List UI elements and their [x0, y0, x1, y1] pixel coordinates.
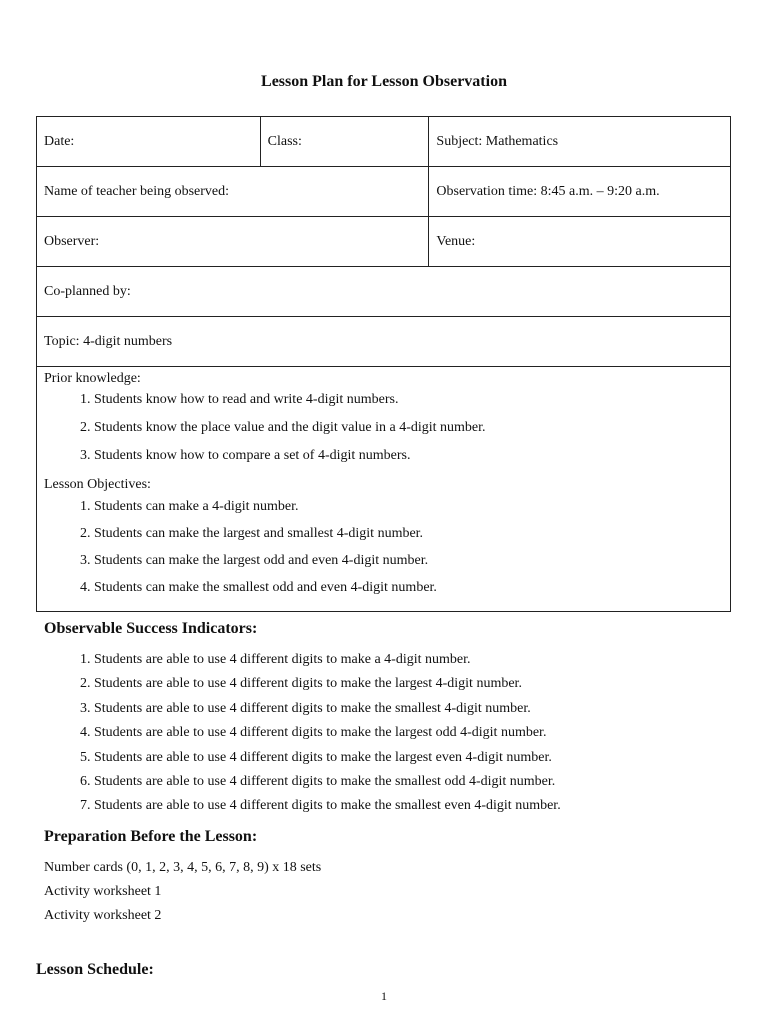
table-row	[37, 117, 731, 167]
list-item: 4. Students are able to use 4 different digits to make the largest odd 4-digit number.	[94, 725, 561, 749]
table-row	[37, 267, 731, 317]
list-item: 2. Students can make the largest and smallest 4-digit number.	[94, 527, 723, 554]
list-item: Activity worksheet 2	[44, 908, 162, 923]
date-cell: Date:	[37, 117, 261, 167]
document-title: Lesson Plan for Lesson Observation	[261, 73, 507, 90]
list-item: 3. Students can make the largest odd and even 4-digit number.	[94, 554, 723, 581]
table-row	[37, 367, 731, 612]
list-item: Activity worksheet 1	[44, 884, 162, 899]
coplanned-cell: Co-planned by:	[37, 267, 731, 317]
list-item: 1. Students know how to read and write 4-digit numbers.	[94, 393, 723, 421]
list-item: 2. Students know the place value and the digit value in a 4-digit number.	[94, 421, 723, 449]
class-cell: Class:	[260, 117, 429, 167]
success-indicators-heading: Observable Success Indicators:	[44, 620, 258, 637]
list-item: 7. Students are able to use 4 different digits to make the smallest even 4-digit number.	[94, 798, 561, 822]
success-indicators-list	[44, 652, 561, 823]
list-item: 3. Students know how to compare a set of 4-digit numbers.	[94, 449, 723, 477]
lesson-info-table	[36, 116, 731, 612]
objectives-heading: Lesson Objectives:	[44, 477, 151, 492]
preparation-list	[44, 860, 321, 932]
list-item: 6. Students are able to use 4 different digits to make the smallest odd 4-digit number.	[94, 774, 561, 798]
list-item: 5. Students are able to use 4 different digits to make the largest even 4-digit number.	[94, 750, 561, 774]
prior-knowledge-heading: Prior knowledge:	[44, 371, 141, 386]
objectives-list	[44, 500, 723, 608]
table-row	[37, 317, 731, 367]
page-number: 1	[381, 989, 387, 1003]
teacher-cell: Name of teacher being observed:	[37, 167, 429, 217]
prior-knowledge-list	[44, 393, 723, 477]
lesson-schedule-heading: Lesson Schedule:	[36, 961, 154, 978]
table-row	[37, 167, 731, 217]
list-item: Number cards (0, 1, 2, 3, 4, 5, 6, 7, 8, 9) x 18 sets	[44, 860, 322, 875]
list-item: 1. Students can make a 4-digit number.	[94, 500, 723, 527]
table-row	[37, 217, 731, 267]
preparation-heading: Preparation Before the Lesson:	[44, 828, 258, 845]
subject-cell: Subject: Mathematics	[429, 117, 731, 167]
venue-cell: Venue:	[429, 217, 731, 267]
list-item: 1. Students are able to use 4 different digits to make a 4-digit number.	[94, 652, 561, 676]
list-item: 3. Students are able to use 4 different digits to make the smallest 4-digit number.	[94, 701, 561, 725]
knowledge-objectives-cell	[37, 367, 731, 612]
observation-time-cell: Observation time: 8:45 a.m. – 9:20 a.m.	[429, 167, 731, 217]
topic-cell: Topic: 4-digit numbers	[37, 317, 731, 367]
list-item: 2. Students are able to use 4 different digits to make the largest 4-digit number.	[94, 676, 561, 700]
observer-cell: Observer:	[37, 217, 429, 267]
list-item: 4. Students can make the smallest odd and even 4-digit number.	[94, 581, 723, 608]
